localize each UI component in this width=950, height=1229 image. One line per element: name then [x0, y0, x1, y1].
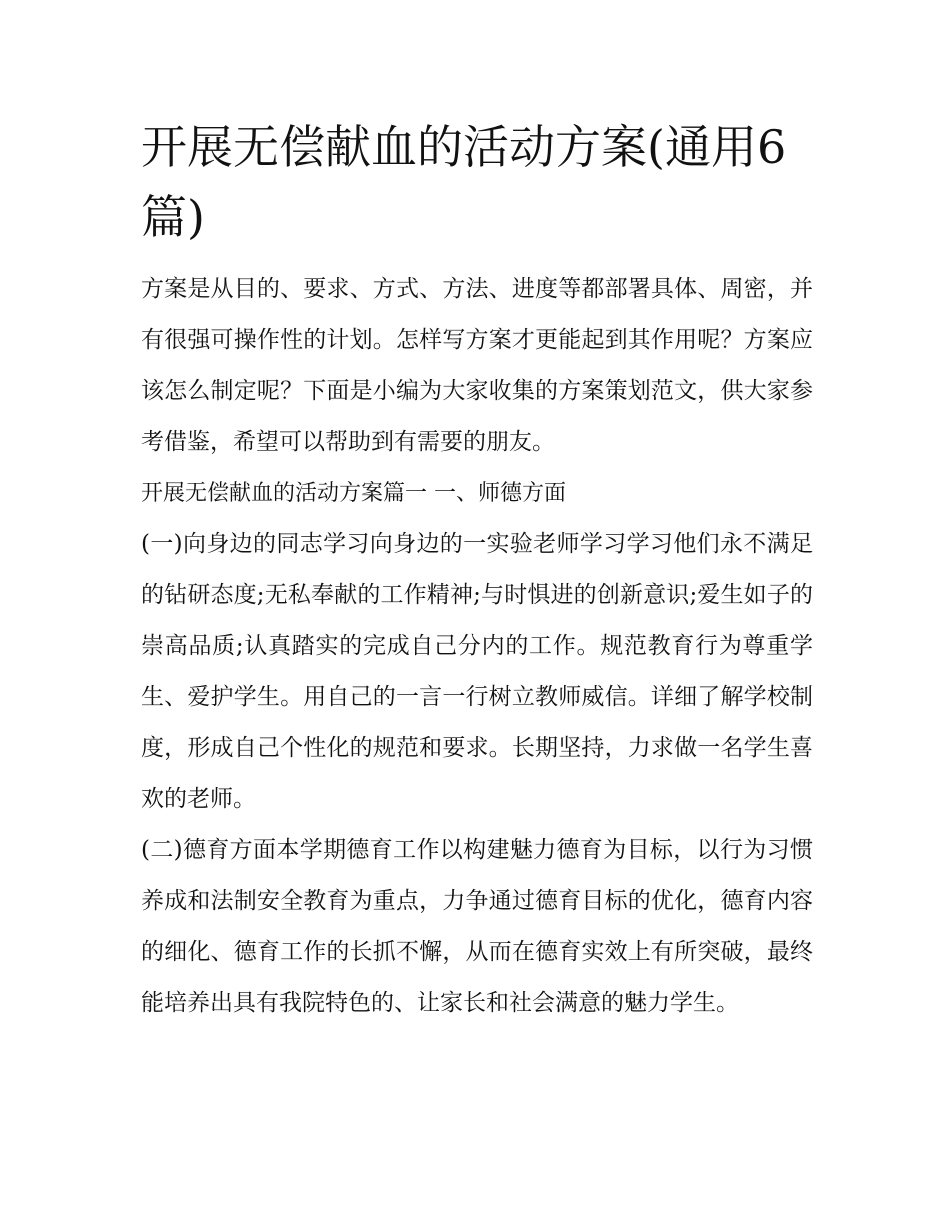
document-page [141, 112, 813, 1029]
body-paragraph-2: (二)德育方面本学期德育工作以构建魅力德育为目标，以行为习惯养成和法制安全教育为重点，力争通过德育目标的优化，德育内容的细化、德育工作的长抓不懈，从而在德育实效上有所突破，最终能培养出具有我院特色的、让家长和社会满意的魅力学生。 [141, 837, 813, 1016]
document-title: 开展无偿献血的活动方案(通用6篇) [141, 120, 787, 244]
section-heading: 开展无偿献血的活动方案篇一 一、师德方面 [141, 481, 566, 506]
intro-paragraph: 方案是从目的、要求、方式、方法、进度等都部署具体、周密，并有很强可操作性的计划。怎样写方案才更能起到其作用呢？方案应该怎么制定呢？下面是小编为大家收集的方案策划范文，供大家参考借鉴，希望可以帮助到有需要的朋友。 [141, 276, 813, 455]
body-paragraph-1: (一)向身边的同志学习向身边的一实验老师学习学习他们永不满足的钻研态度;无私奉献的工作精神;与时惧进的创新意识;爱生如子的崇高品质;认真踏实的完成自己分内的工作。规范教育行为尊重学生、爱护学生。用自己的一言一行树立教师威信。详细了解学校制度，形成自己个性化的规范和要求。长期坚持，力求做一名学生喜欢的老师。 [141, 531, 813, 812]
